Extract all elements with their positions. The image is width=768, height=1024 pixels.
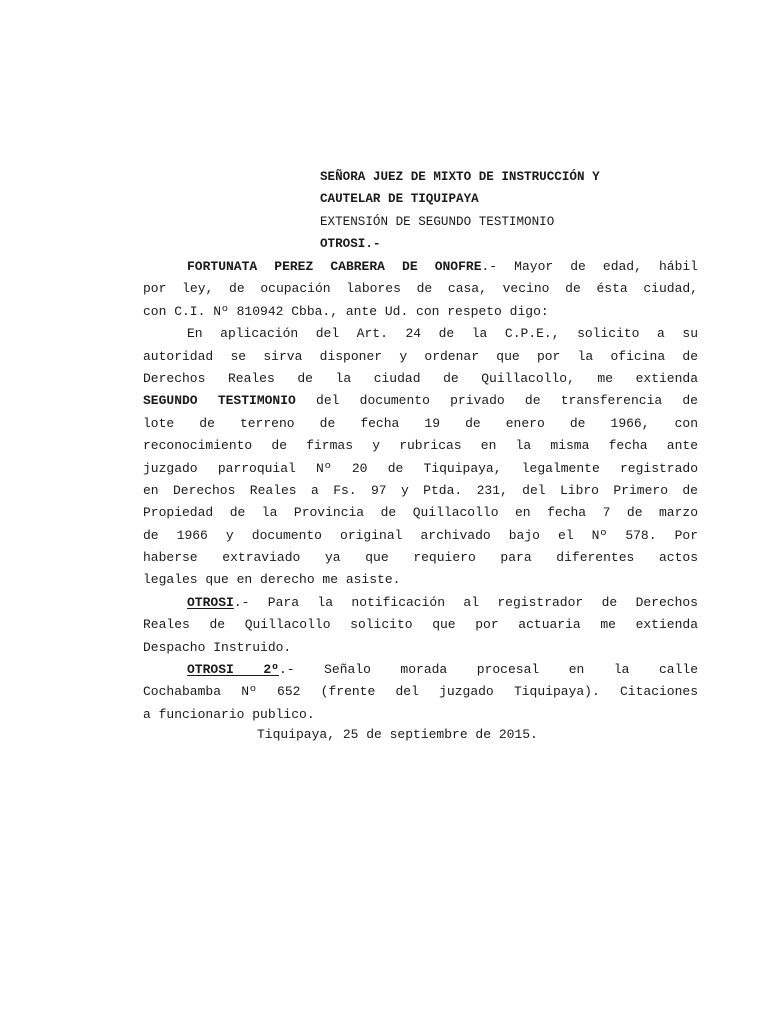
intro-line-1-text: .- Mayor de edad, hábil xyxy=(481,259,698,274)
main-line-4 xyxy=(143,390,698,412)
heading-line-3: EXTENSIÓN DE SEGUNDO TESTIMONIO xyxy=(320,214,555,229)
otrosi2-line-2: Cochabamba Nº 652 (frente del juzgado Tiquipaya). Citaciones xyxy=(143,684,698,700)
main-line-7: juzgado parroquial Nº 20 de Tiquipaya, legalmente registrado xyxy=(143,460,698,476)
heading-line-1: SEÑORA JUEZ DE MIXTO DE INSTRUCCIÓN Y xyxy=(320,170,600,184)
document-heading xyxy=(320,166,700,256)
otrosi2-label: OTROSI 2º xyxy=(187,662,279,678)
main-line-2: autoridad se sirva disponer y ordenar que por la oficina de xyxy=(143,348,698,364)
main-line-6: reconocimiento de firmas y rubricas en la misma fecha ante xyxy=(143,438,698,454)
document-date: Tiquipaya, 25 de septiembre de 2015. xyxy=(257,727,538,742)
otrosi-line-2: Reales de Quillacollo solicito que por actuaria me extienda xyxy=(143,617,698,633)
heading-line-2: CAUTELAR DE TIQUIPAYA xyxy=(320,192,479,207)
petitioner-name: FORTUNATA PEREZ CABRERA DE ONOFRE xyxy=(187,259,482,274)
intro-line-1 xyxy=(143,256,698,278)
otrosi2-line-1-text: .- Señalo morada procesal en la calle xyxy=(278,662,698,678)
document-body xyxy=(143,256,698,726)
segundo-testimonio-bold: SEGUNDO TESTIMONIO xyxy=(143,393,296,409)
main-line-1: En aplicación del Art. 24 de la C.P.E., solicito a su xyxy=(187,326,698,342)
main-line-9: Propiedad de la Provincia de Quillacollo en fecha 7 de marzo xyxy=(143,505,698,521)
main-line-4-text: del documento privado de transferencia de xyxy=(295,393,698,409)
main-line-5: lote de terreno de fecha 19 de enero de 1966, con xyxy=(143,415,698,431)
otrosi2-line-1 xyxy=(143,659,698,681)
otrosi-line-1 xyxy=(143,592,698,614)
intro-line-2: por ley, de ocupación labores de casa, vecino de ésta ciudad, xyxy=(143,281,698,297)
main-line-12: legales que en derecho me asiste. xyxy=(143,572,401,588)
heading-line-4: OTROSI.- xyxy=(320,237,381,252)
main-line-10: de 1966 y documento original archivado bajo el Nº 578. Por xyxy=(143,527,698,543)
intro-line-3: con C.I. Nº 810942 Cbba., ante Ud. con respeto digo: xyxy=(143,303,549,319)
otrosi-line-3: Despacho Instruido. xyxy=(143,639,292,655)
otrosi-label: OTROSI xyxy=(187,594,234,610)
main-line-8: en Derechos Reales a Fs. 97 y Ptda. 231, del Libro Primero de xyxy=(143,482,698,498)
main-line-11: haberse extraviado ya que requiero para diferentes actos xyxy=(143,550,698,566)
main-line-3: Derechos Reales de la ciudad de Quillacollo, me extienda xyxy=(143,370,698,386)
otrosi-line-1-text: .- Para la notificación al registrador de Derechos xyxy=(233,594,698,610)
otrosi2-line-3: a funcionario publico. xyxy=(143,706,315,722)
